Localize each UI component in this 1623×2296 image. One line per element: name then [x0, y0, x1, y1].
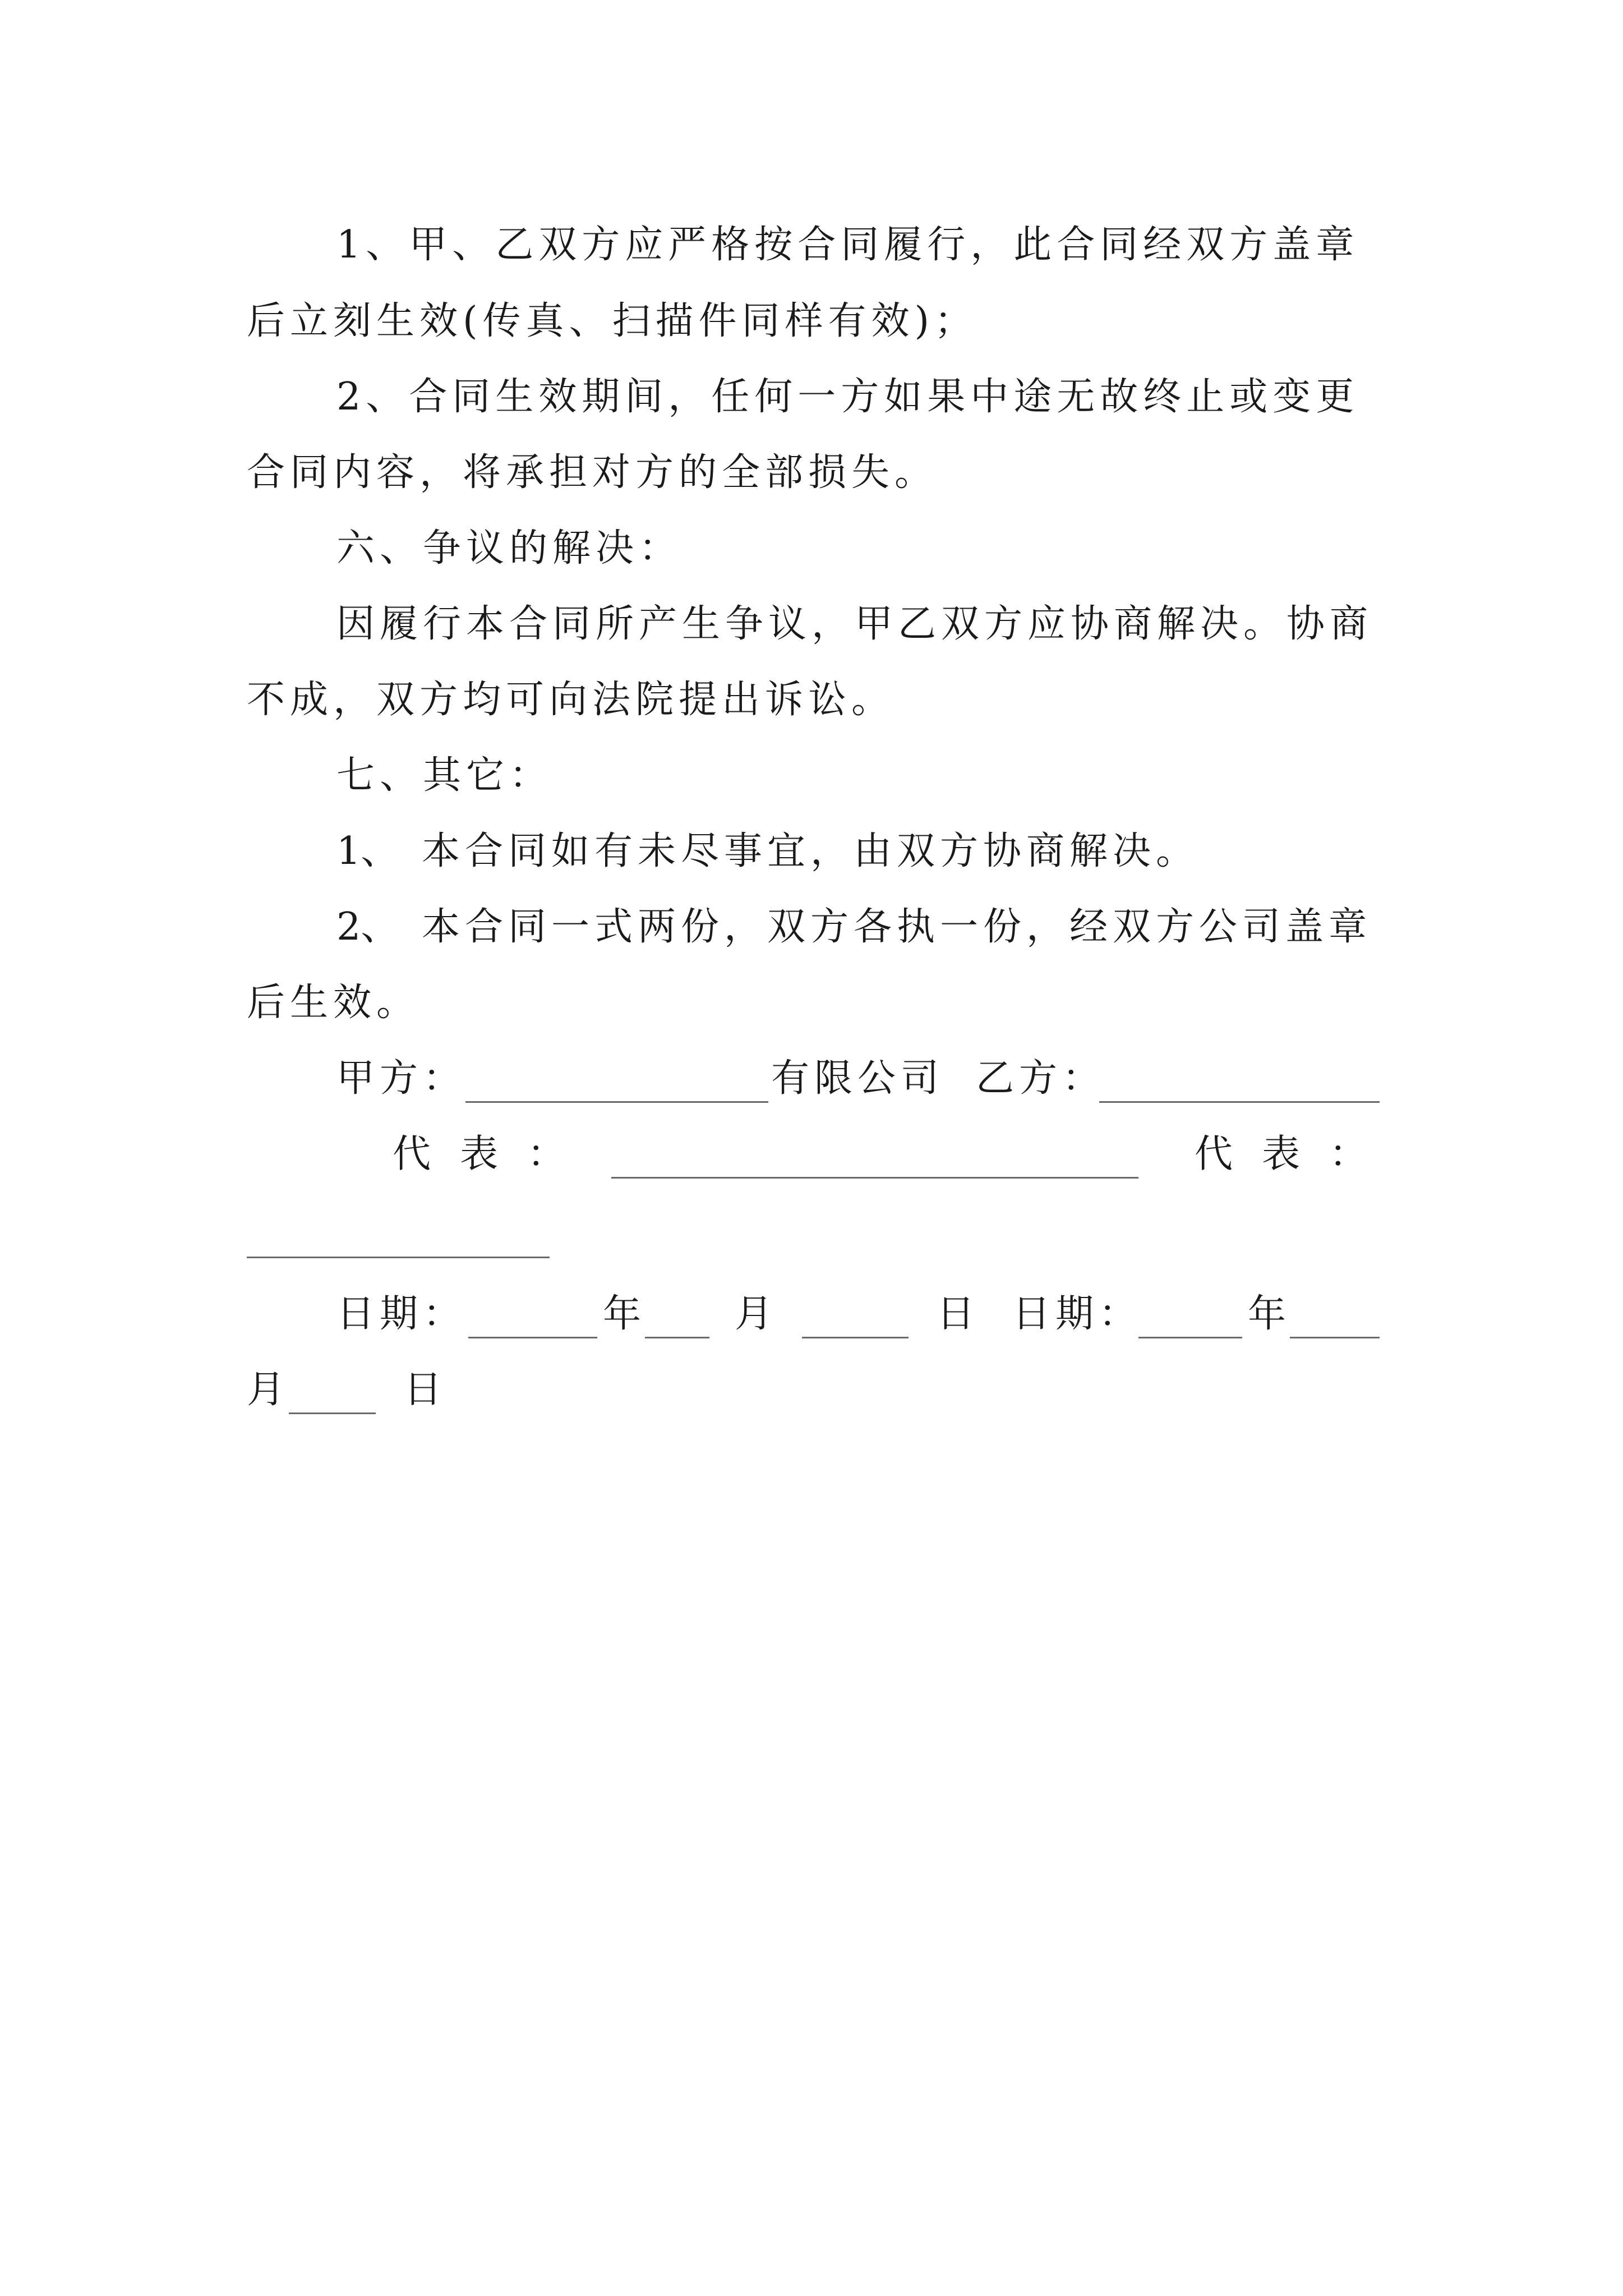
date-row	[0, 1283, 1623, 1345]
section-7-item-1-text: 本合同如有未尽事宜，由双方协商解决。	[422, 829, 1200, 873]
date-continuation-row	[0, 1359, 1623, 1421]
section-7-item-2-line-2-row	[0, 972, 1623, 1034]
party-b-blank	[1099, 1101, 1380, 1103]
date-b-month-unit: 月	[247, 1368, 285, 1412]
section-6-line-1: 因履行本合同所产生争议，甲乙双方应协商解决。协商	[336, 602, 1373, 646]
rep-a-label: 代表：	[393, 1132, 595, 1176]
clause-1-line-1: 1、甲、乙双方应严格按合同履行，此合同经双方盖章	[336, 223, 1359, 267]
party-row	[0, 1048, 1623, 1110]
date-a-year-blank	[468, 1337, 597, 1338]
section-6-heading-row	[0, 518, 1623, 579]
rep-b-label: 代表：	[1195, 1132, 1397, 1176]
party-b-label: 乙方：	[976, 1056, 1106, 1101]
section-7-heading: 七、其它：	[336, 753, 553, 798]
date-a-year-unit: 年	[603, 1292, 642, 1336]
clause-2-line-2: 合同内容，将承担对方的全部损失。	[247, 450, 938, 495]
date-b-month-blank	[1290, 1337, 1380, 1338]
clause-1-line-1-row	[0, 214, 1623, 276]
section-7-item-1-number: 1、	[336, 829, 399, 873]
date-a-label: 日期：	[336, 1292, 467, 1336]
date-b-label: 日期：	[1012, 1292, 1142, 1336]
section-7-item-2-line-1: 本合同一式两份，双方各执一份，经双方公司盖章	[422, 905, 1372, 949]
section-7-heading-row	[0, 745, 1623, 807]
date-b-day-blank	[289, 1412, 376, 1414]
date-a-day-blank	[802, 1337, 909, 1338]
section-6-line-2: 不成，双方均可向法院提出诉讼。	[247, 678, 895, 722]
clause-1-line-2-row	[0, 291, 1623, 352]
date-b-year-unit: 年	[1248, 1292, 1287, 1336]
date-a-month-unit: 月	[735, 1292, 773, 1336]
section-6-line-2-row	[0, 669, 1623, 731]
date-b-day-unit: 日	[404, 1368, 442, 1412]
section-7-item-1-row	[0, 821, 1623, 882]
section-7-item-2-row	[0, 896, 1623, 958]
section-6-heading: 六、争议的解决：	[336, 526, 683, 570]
party-a-blank	[465, 1101, 768, 1103]
clause-2-line-1-row	[0, 366, 1623, 428]
section-7-item-2-number: 2、	[336, 905, 399, 949]
section-7-item-2-line-2: 后生效。	[247, 981, 420, 1025]
clause-2-line-1: 2、合同生效期间，任何一方如果中途无故终止或变更	[336, 375, 1359, 419]
party-a-label: 甲方：	[336, 1056, 467, 1101]
party-a-suffix: 有限公司	[771, 1056, 944, 1101]
rep-b-blank	[247, 1257, 550, 1258]
rep-a-blank	[611, 1177, 1138, 1179]
date-b-year-blank	[1138, 1337, 1242, 1338]
clause-2-line-2-row	[0, 442, 1623, 504]
clause-1-line-2: 后立刻生效(传真、扫描件同样有效)；	[247, 299, 978, 343]
representative-row	[0, 1124, 1623, 1185]
date-a-month-blank	[645, 1337, 709, 1338]
section-6-line-1-row	[0, 593, 1623, 655]
date-a-day-unit: 日	[937, 1292, 975, 1336]
